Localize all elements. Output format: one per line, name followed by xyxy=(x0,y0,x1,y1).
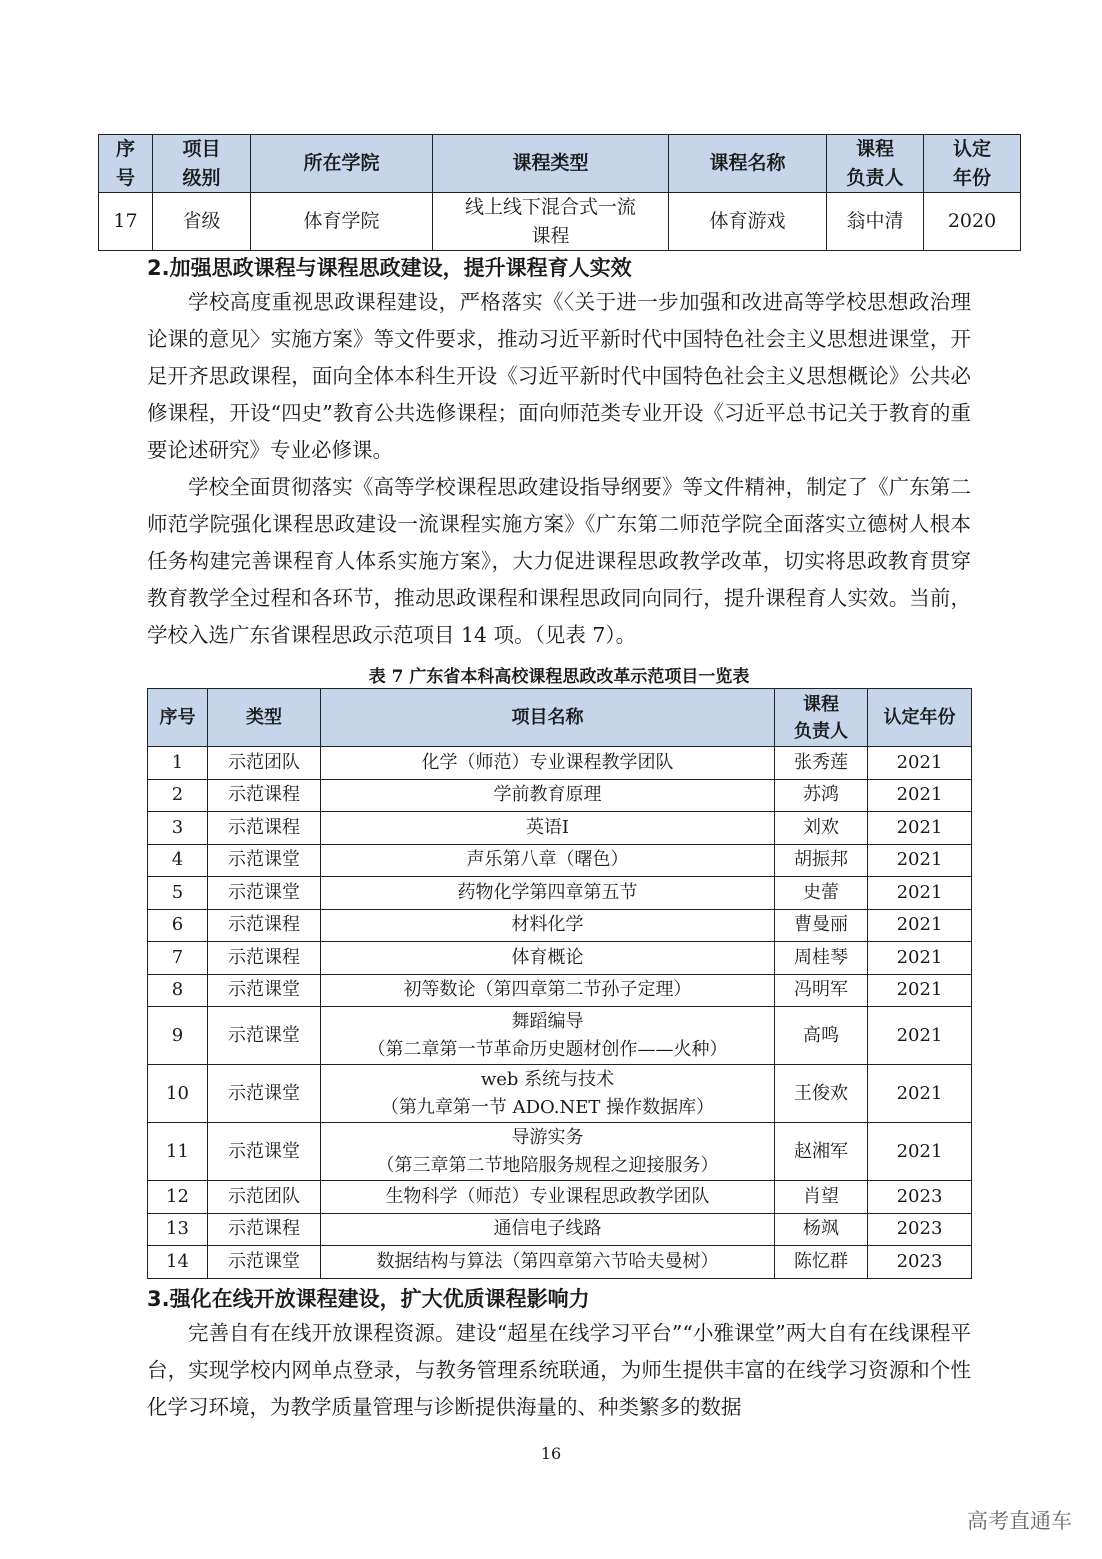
section-3-heading: 3.强化在线开放课程建设，扩大优质课程影响力 xyxy=(147,1287,590,1311)
table-cell: 2023 xyxy=(868,1246,972,1279)
table-cell: 3 xyxy=(148,812,208,845)
table-header-cell: 所在学院 xyxy=(251,135,433,193)
table-cell: 杨飒 xyxy=(775,1213,868,1246)
table-cell: 示范课堂 xyxy=(208,1065,321,1123)
table-cell: 舞蹈编导 （第二章第一节革命历史题材创作——火种） xyxy=(321,1007,775,1065)
table-row xyxy=(148,974,972,1007)
section-2-heading: 2.加强思政课程与课程思政建设，提升课程育人实效 xyxy=(147,256,632,280)
table-cell: 示范课程 xyxy=(208,812,321,845)
table-continued xyxy=(98,134,1021,251)
table-cell: 2021 xyxy=(868,844,972,877)
table-cell: 6 xyxy=(148,909,208,942)
table-header-cell: 课程 负责人 xyxy=(775,689,868,747)
table-row xyxy=(148,812,972,845)
table-row xyxy=(148,1181,972,1214)
table-cell: 8 xyxy=(148,974,208,1007)
table-cell: 示范课堂 xyxy=(208,974,321,1007)
table-cell: 省级 xyxy=(153,193,251,251)
table-7 xyxy=(147,688,972,1279)
table-cell: 初等数论（第四章第二节孙子定理） xyxy=(321,974,775,1007)
table-row xyxy=(148,844,972,877)
table-header-cell: 课程类型 xyxy=(433,135,669,193)
table-header-cell: 类型 xyxy=(208,689,321,747)
table-cell: 学前教育原理 xyxy=(321,779,775,812)
table-cell: 2021 xyxy=(868,974,972,1007)
table-cell: 陈忆群 xyxy=(775,1246,868,1279)
table-cell: 示范课程 xyxy=(208,909,321,942)
table-cell: 胡振邦 xyxy=(775,844,868,877)
table-cell: 声乐第八章（曙色） xyxy=(321,844,775,877)
table-cell: web 系统与技术 （第九章第一节 ADO.NET 操作数据库） xyxy=(321,1065,775,1123)
table-cell: 高鸣 xyxy=(775,1007,868,1065)
page-number: 16 xyxy=(540,1444,562,1463)
table-7-caption: 表 7 广东省本科高校课程思政改革示范项目一览表 xyxy=(368,667,750,687)
table-cell: 线上线下混合式一流 课程 xyxy=(433,193,669,251)
section-2-paragraph-1: 学校高度重视思政课程建设，严格落实《〈关于进一步加强和改进高等学校思想政治理论课的意见〉实施方案》等文件要求，推动习近平新时代中国特色社会主义思想进课堂，开足开齐思政课程，面向全体本科生开设《习近平新时代中国特色社会主义思想概论》公共必修课程，开设“四史”教育公共选修课程；面向师范类专业开设《习近平总书记关于教育的重要论述研究》专业必修课。 xyxy=(147,290,971,462)
table-cell: 数据结构与算法（第四章第六节哈夫曼树） xyxy=(321,1246,775,1279)
table-cell: 2023 xyxy=(868,1213,972,1246)
table-cell: 2021 xyxy=(868,812,972,845)
table-header-cell: 认定年份 xyxy=(868,689,972,747)
table-row xyxy=(99,193,1021,251)
table-cell: 化学（师范）专业课程教学团队 xyxy=(321,747,775,780)
table-cell: 4 xyxy=(148,844,208,877)
table-cell: 14 xyxy=(148,1246,208,1279)
table-cell: 5 xyxy=(148,877,208,910)
table-cell: 示范团队 xyxy=(208,747,321,780)
table-cell: 示范课程 xyxy=(208,779,321,812)
table-cell: 冯明军 xyxy=(775,974,868,1007)
table-cell: 2020 xyxy=(924,193,1021,251)
table-cell: 体育学院 xyxy=(251,193,433,251)
table-cell: 2 xyxy=(148,779,208,812)
table-cell: 苏鸿 xyxy=(775,779,868,812)
table-cell: 2021 xyxy=(868,942,972,975)
table-cell: 翁中清 xyxy=(827,193,924,251)
table-cell: 刘欢 xyxy=(775,812,868,845)
watermark-text: 高考直通车 xyxy=(967,1509,1072,1533)
table-cell: 示范课程 xyxy=(208,1213,321,1246)
table-cell: 2023 xyxy=(868,1181,972,1214)
table-cell: 赵湘军 xyxy=(775,1123,868,1181)
table-cell: 示范课堂 xyxy=(208,1123,321,1181)
table-cell: 示范课堂 xyxy=(208,877,321,910)
table-cell: 1 xyxy=(148,747,208,780)
table-cell: 张秀莲 xyxy=(775,747,868,780)
table-cell: 2021 xyxy=(868,877,972,910)
table-cell: 7 xyxy=(148,942,208,975)
table-cell: 9 xyxy=(148,1007,208,1065)
table-cell: 10 xyxy=(148,1065,208,1123)
table-cell: 11 xyxy=(148,1123,208,1181)
table-cell: 药物化学第四章第五节 xyxy=(321,877,775,910)
table-cell: 材料化学 xyxy=(321,909,775,942)
table-header-cell: 课程名称 xyxy=(669,135,827,193)
table-row xyxy=(148,1007,972,1065)
table-cell: 示范课堂 xyxy=(208,1007,321,1065)
table-cell: 2021 xyxy=(868,1065,972,1123)
table-cell: 2021 xyxy=(868,1123,972,1181)
table-cell: 2021 xyxy=(868,779,972,812)
table-cell: 周桂琴 xyxy=(775,942,868,975)
table-row xyxy=(148,1065,972,1123)
table-header-cell: 序 号 xyxy=(99,135,153,193)
table-cell: 示范课堂 xyxy=(208,1246,321,1279)
table-header-cell: 序号 xyxy=(148,689,208,747)
table-cell: 示范团队 xyxy=(208,1181,321,1214)
table-cell: 12 xyxy=(148,1181,208,1214)
table-cell: 王俊欢 xyxy=(775,1065,868,1123)
table-header-cell: 课程 负责人 xyxy=(827,135,924,193)
table-header-cell: 认定 年份 xyxy=(924,135,1021,193)
table-row xyxy=(148,1213,972,1246)
table-cell: 13 xyxy=(148,1213,208,1246)
table-cell: 示范课堂 xyxy=(208,844,321,877)
table-cell: 示范课程 xyxy=(208,942,321,975)
table-header-cell: 项目名称 xyxy=(321,689,775,747)
table-row xyxy=(148,942,972,975)
table-row xyxy=(148,877,972,910)
table-cell: 史蕾 xyxy=(775,877,868,910)
table-row xyxy=(148,1123,972,1181)
table-row xyxy=(148,747,972,780)
table-header-row xyxy=(148,689,972,747)
table-cell: 2021 xyxy=(868,1007,972,1065)
section-2-paragraph-2: 学校全面贯彻落实《高等学校课程思政建设指导纲要》等文件精神，制定了《广东第二师范学院强化课程思政建设一流课程实施方案》《广东第二师范学院全面落实立德树人根本任务构建完善课程育人体系实施方案》，大力促进课程思政教学改革，切实将思政教育贯穿教育教学全过程和各环节，推动思政课程和课程思政同向同行，提升课程育人实效。当前，学校入选广东省课程思政示范项目 14 项。（见表 7）。 xyxy=(147,475,971,647)
table-cell: 曹曼丽 xyxy=(775,909,868,942)
table-cell: 通信电子线路 xyxy=(321,1213,775,1246)
table-cell: 体育游戏 xyxy=(669,193,827,251)
table-row xyxy=(148,1246,972,1279)
table-cell: 英语Ⅰ xyxy=(321,812,775,845)
section-3-paragraph-1: 完善自有在线开放课程资源。建设“超星在线学习平台”“小雅课堂”两大自有在线课程平台，实现学校内网单点登录，与教务管理系统联通，为师生提供丰富的在线学习资源和个性化学习环境，为教学质量管理与诊断提供海量的、种类繁多的数据 xyxy=(147,1321,971,1419)
table-header-row xyxy=(99,135,1021,193)
table-cell: 2021 xyxy=(868,747,972,780)
table-cell: 生物科学（师范）专业课程思政教学团队 xyxy=(321,1181,775,1214)
table-cell: 2021 xyxy=(868,909,972,942)
table-cell: 导游实务 （第三章第二节地陪服务规程之迎接服务） xyxy=(321,1123,775,1181)
table-cell: 17 xyxy=(99,193,153,251)
table-cell: 体育概论 xyxy=(321,942,775,975)
table-row xyxy=(148,779,972,812)
table-row xyxy=(148,909,972,942)
table-header-cell: 项目 级别 xyxy=(153,135,251,193)
table-cell: 肖望 xyxy=(775,1181,868,1214)
